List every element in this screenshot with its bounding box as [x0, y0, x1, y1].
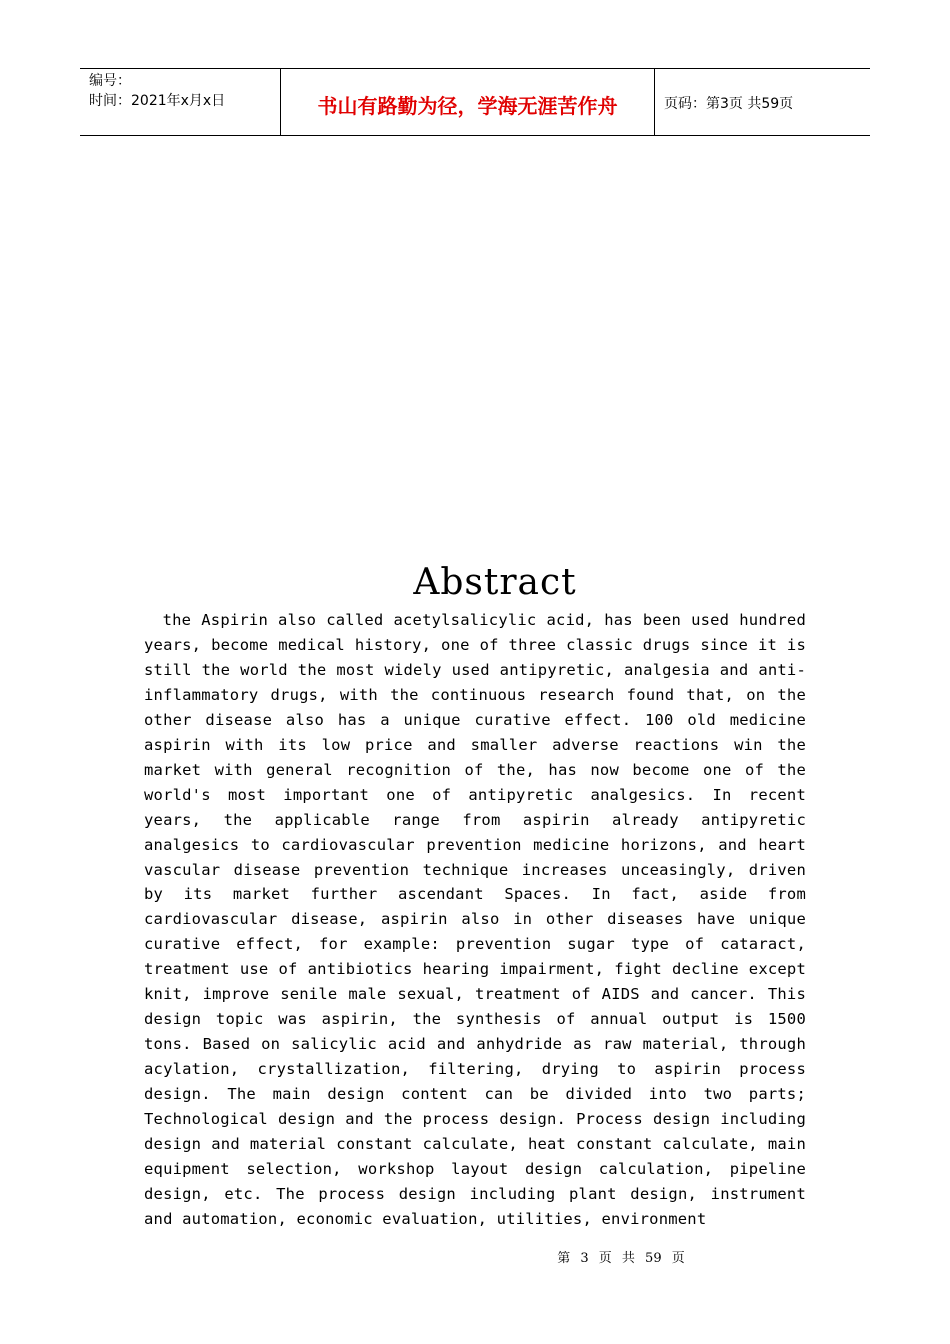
header-page-info: 页码：第3页 共59页	[664, 96, 794, 112]
number-label: 编号：	[89, 73, 131, 89]
page-footer: 第 3 页 共 59 页	[557, 1251, 685, 1266]
date-label: 时间：2021年x月x日	[89, 93, 226, 109]
header-motto: 书山有路勤为径，学海无涯苦作舟	[281, 69, 655, 135]
page-header	[80, 68, 870, 136]
header-meta	[80, 69, 281, 135]
document-title: Abstract	[413, 562, 577, 603]
abstract-body: the Aspirin also called acetylsalicylic acid, has been used hundred years, become medical history, one of three classic drugs since it is still the world the most widely used antipyretic, analgesia and anti-inflammatory drugs, with the continuous research found that, on the other disease also has a unique curative effect. 100 old medicine aspirin with its low price and smaller adverse reactions win the market with general recognition of the, has now become one of the world's most important one of antipyretic analgesics. In recent years, the applicable range from aspirin already antipyretic analgesics to cardiovascular prevention medicine horizons, and heart vascular disease prevention technique increases unceasingly, driven by its market further ascendant Spaces. In fact, aside from cardiovascular disease, aspirin also in other diseases have unique curative effect, for example: prevention sugar type of cataract, treatment use of antibiotics hearing impairment, fight decline except knit, improve senile male sexual, treatment of AIDS and cancer. This design topic was aspirin, the synthesis of annual output is 1500 tons. Based on salicylic acid and anhydride as raw material, through acylation, crystallization, filtering, drying to aspirin process design. The main design content can be divided into two parts; Technological design and the process design. Process design including design and material constant calculate, heat constant calculate, main equipment selection, workshop layout design calculation, pipeline design, etc. The process design including plant design, instrument and automation, economic evaluation, utilities, environment	[144, 611, 806, 1228]
